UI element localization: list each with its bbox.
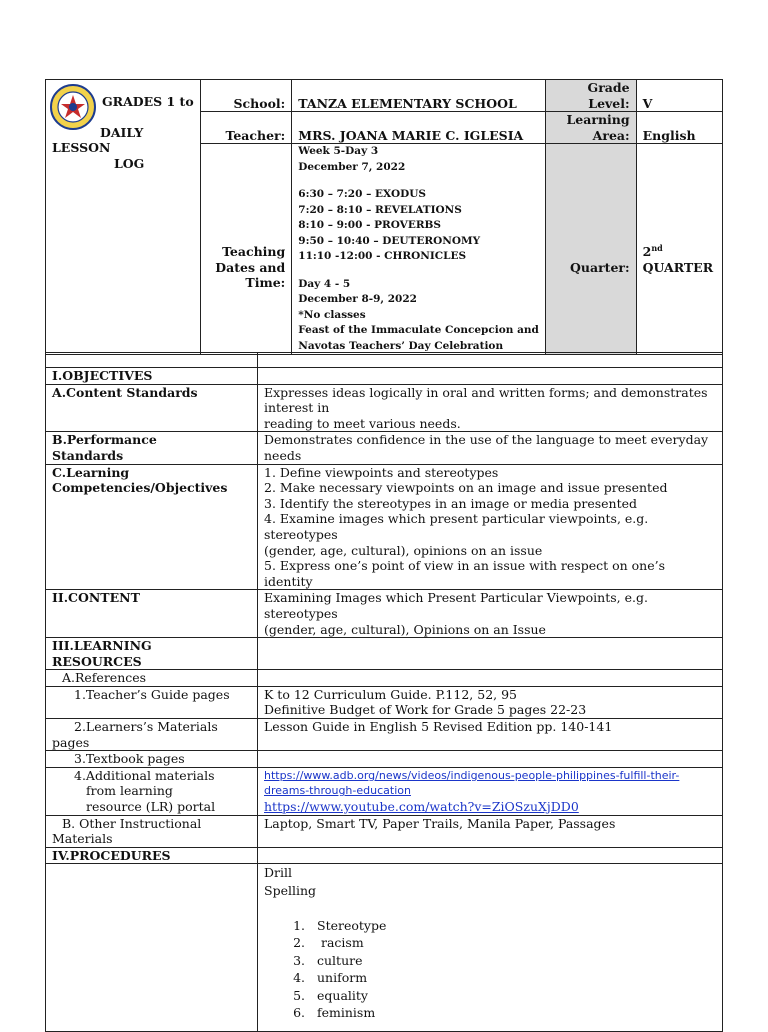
- spelling-list: [264, 917, 716, 1022]
- additional-materials-label: 4.Additional materials from learning resource (LR) portal: [46, 767, 258, 815]
- drill-label: Drill: [264, 865, 292, 881]
- grade-level-label: Grade Level:: [545, 80, 636, 112]
- youtube-link[interactable]: https://www.youtube.com/watch?v=ZiOSzuXjDD0: [264, 799, 579, 815]
- content-standards-value: Expresses ideas logically in oral and written forms; and demonstrates interest in reading to meet various needs.: [258, 384, 723, 432]
- list-item: 5. equality: [309, 987, 716, 1005]
- content-label: II.CONTENT: [46, 590, 258, 638]
- quarter-value: 2nd QUARTER: [636, 144, 722, 355]
- table-row: [46, 670, 723, 687]
- table-row: [46, 815, 723, 847]
- grades-title: GRADES 1 to: [102, 94, 194, 109]
- list-item: 1. Stereotype: [309, 917, 716, 935]
- table-row: [46, 847, 723, 864]
- header-table: [45, 79, 723, 355]
- objectives-heading: I.OBJECTIVES: [46, 368, 258, 385]
- quarter-label: Quarter:: [545, 144, 636, 355]
- procedures-value: [258, 864, 723, 1032]
- teaching-dates-label: Teaching Dates and Time:: [200, 144, 292, 355]
- learning-area-value: English: [636, 112, 722, 144]
- references-label: A.References: [46, 670, 258, 687]
- table-row: [46, 590, 723, 638]
- list-item: 2. racism: [309, 934, 716, 952]
- table-row: [46, 864, 723, 1032]
- table-row: [46, 368, 723, 385]
- procedures-label: IV.PROCEDURES: [46, 847, 258, 864]
- table-row: [46, 686, 723, 718]
- learning-area-label: Learning Area:: [545, 112, 636, 144]
- performance-standards-value: Demonstrates confidence in the use of the language to meet everyday needs: [258, 432, 723, 464]
- daily-label: DAILY: [100, 124, 144, 140]
- table-row: [46, 464, 723, 590]
- other-materials-value: Laptop, Smart TV, Paper Trails, Manila Paper, Passages: [258, 815, 723, 847]
- additional-materials-value: [258, 767, 723, 815]
- table-row: [46, 719, 723, 751]
- spelling-label: Spelling: [264, 883, 317, 898]
- learners-materials-label: 2.Learners’s Materials pages: [46, 719, 258, 751]
- teachers-guide-value: K to 12 Curriculum Guide. P.112, 52, 95 Definitive Budget of Work for Grade 5 pages 22-23: [258, 686, 723, 718]
- teacher-label: Teacher:: [200, 112, 292, 144]
- grades-title-cell: [46, 80, 201, 355]
- list-item: 6. feminism: [309, 1004, 716, 1022]
- textbook-pages-label: 3.Textbook pages: [46, 751, 258, 768]
- textbook-pages-value: [258, 751, 723, 768]
- list-item: 3. culture: [309, 952, 716, 970]
- lesson-log-table: [45, 352, 723, 1032]
- learning-resources-label: III.LEARNING RESOURCES: [46, 638, 258, 670]
- teachers-guide-label: 1.Teacher’s Guide pages: [46, 686, 258, 718]
- log-label: LOG: [114, 155, 145, 171]
- table-row: [46, 638, 723, 670]
- deped-seal-icon: [50, 84, 96, 130]
- school-label: School:: [200, 80, 292, 112]
- school-value: TANZA ELEMENTARY SCHOOL: [292, 80, 546, 112]
- table-row: [46, 767, 723, 815]
- learners-materials-value: Lesson Guide in English 5 Revised Edition pp. 140-141: [258, 719, 723, 751]
- teacher-value: MRS. JOANA MARIE C. IGLESIA: [292, 112, 546, 144]
- teaching-dates-value: Week 5-Day 3 December 7, 2022 6:30 – 7:20 – EXODUS 7:20 – 8:10 – REVELATIONS 8:10 – 9:00 - PROVERBS 9:50 – 10:40 – DEUTERONOMY 11:10 -12:00 - CHRONICLES Day 4 - 5 December 8-9, 2022 *No classes Feast of the Immaculate Concepcion and Navotas Teachers’ Day Celebration: [292, 144, 546, 355]
- list-item: 4. uniform: [309, 969, 716, 987]
- content-value: Examining Images which Present Particular Viewpoints, e.g. stereotypes (gender, age, cultural), Opinions on an Issue: [258, 590, 723, 638]
- competencies-value: 1. Define viewpoints and stereotypes 2. Make necessary viewpoints on an image and issue presented 3. Identify the stereotypes in an image or media presented 4. Examine images which present particular viewpoints, e.g. stereotypes (gender, age, cultural), opinions on an issue 5. Express one’s point of view in an issue with respect on one’s identity: [258, 464, 723, 590]
- other-materials-label: B. Other Instructional Materials: [46, 815, 258, 847]
- adb-video-link-continued[interactable]: dreams-through-education: [264, 784, 411, 798]
- table-row: [46, 432, 723, 464]
- content-standards-label: A.Content Standards: [46, 384, 258, 432]
- competencies-label: C.Learning Competencies/Objectives: [46, 464, 258, 590]
- adb-video-link[interactable]: https://www.adb.org/news/videos/indigenous-people-philippines-fulfill-their-: [264, 768, 680, 782]
- grade-level-value: V: [636, 80, 722, 112]
- table-row: [46, 751, 723, 768]
- lesson-label: LESSON: [52, 140, 111, 155]
- performance-standards-label: B.Performance Standards: [46, 432, 258, 464]
- table-row: [46, 384, 723, 432]
